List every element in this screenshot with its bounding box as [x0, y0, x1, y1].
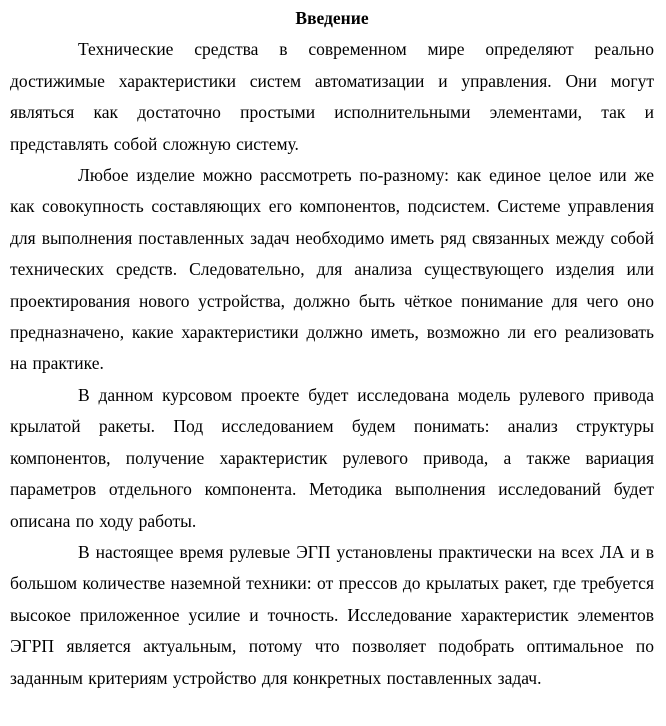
paragraph: Любое изделие можно рассмотреть по-разному: как единое целое или же как совокупность составляющих его компонентов, подсистем. Системе управления для выполнения поставленных задач необходимо иметь ряд связанных между собой технических средств. Следовательно, для анализа существующего изделия или проектирования нового устройства, должно быть чёткое понимание для чего оно предназначено, какие характеристики должно иметь, возможно ли его реализовать на практике. — [10, 165, 654, 374]
section-title: Введение — [295, 8, 369, 28]
paragraph: В настоящее время рулевые ЭГП установлены практически на всех ЛА и в большом количестве наземной техники: от прессов до крылатых ракет, где требуется высокое приложенное усилие и точность. Исследование характеристик элементов ЭГРП является актуальным, потому что позволяет подобрать оптимальное по заданным критериям устройство для конкретных поставленных задач. — [10, 541, 654, 688]
paragraph: Технические средства в современном мире определяют реально достижимые характеристики систем автоматизации и управления. Они могут являться как достаточно простыми исполнительными элементами, так и представлять собой сложную систему. — [10, 39, 654, 154]
paragraph: В данном курсовом проекте будет исследована модель рулевого привода крылатой ракеты. Под исследованием будем понимать: анализ структуры компонентов, получение характеристик рулевого привода, а также вариация параметров отдельного компонента. Методика выполнения исследований будет описана по ходу работы. — [10, 384, 654, 531]
